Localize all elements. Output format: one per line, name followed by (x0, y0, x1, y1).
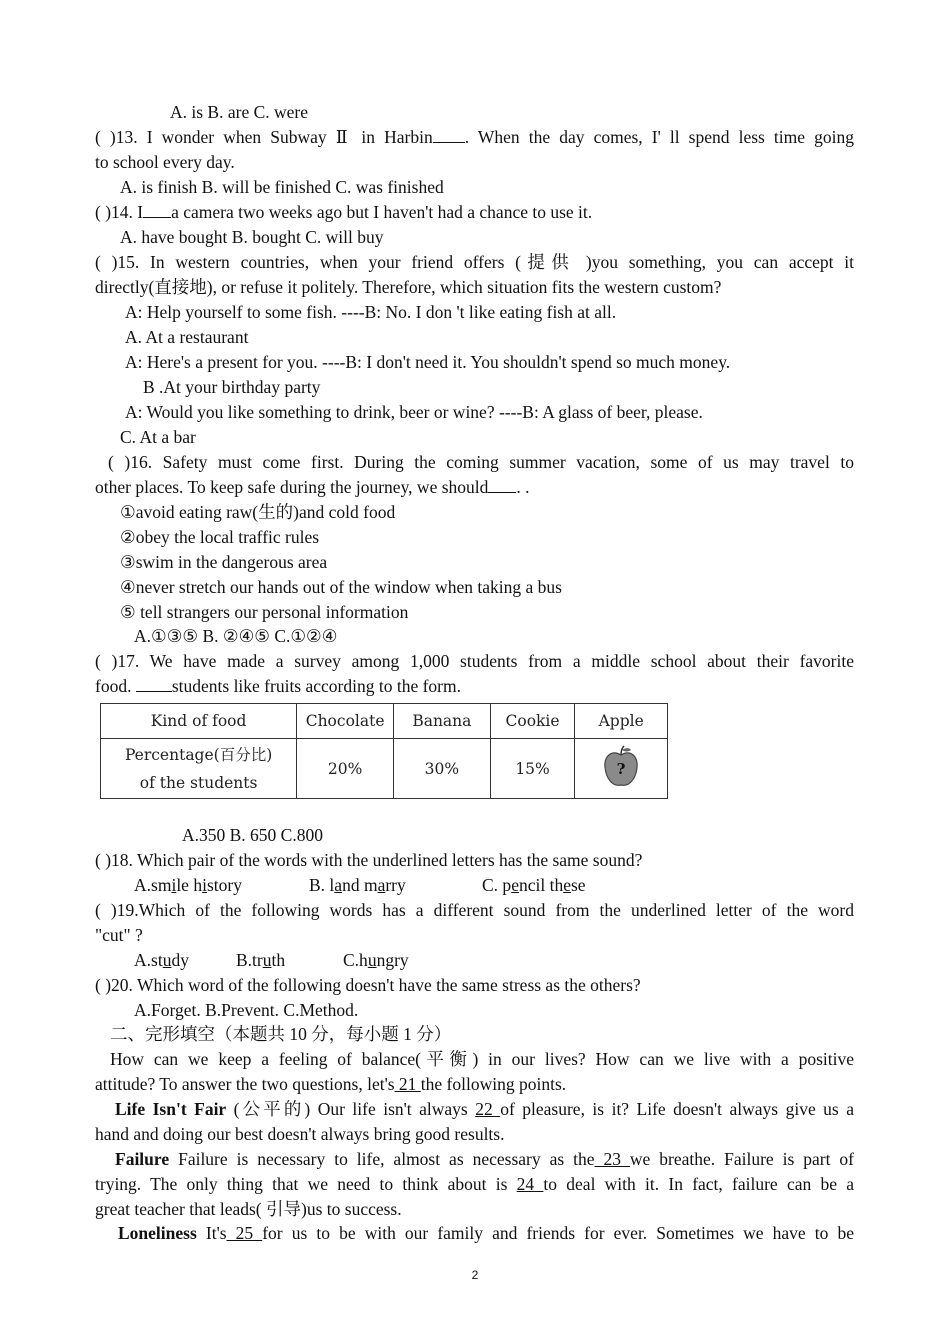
q15-dialog-b: A: Here's a present for you. ----B: I don't need it. You shouldn't spend so much money. (125, 352, 731, 372)
q16-line2: other places. To keep safe during the journey, we should . . (95, 477, 530, 497)
heading-loneliness: Loneliness (118, 1223, 197, 1243)
table-cell: 30% (394, 739, 491, 799)
q12-options: A. is B. are C. were (170, 102, 309, 122)
passage-p3-line1: Failure Failure is necessary to life, almost as necessary as the 23 we breathe. Failure is part of (115, 1149, 854, 1169)
q18-line1: ( )18. Which pair of the words with the underlined letters has the same sound? (95, 850, 643, 870)
answer-blank (433, 128, 465, 143)
table-cell: 15% (490, 739, 575, 799)
q17-line1: ( )17. We have made a survey among 1,000 students from a middle school about their favorite (95, 651, 854, 671)
passage-p3-line3: great teacher that leads( 引导)us to success. (95, 1199, 402, 1219)
answer-blank (488, 478, 516, 493)
q15-dialog-c: A: Would you like something to drink, beer or wine? ----B: A glass of beer, please. (125, 402, 703, 422)
q16-item-1: ①avoid eating raw(生的)and cold food (120, 502, 396, 522)
q18-option-c: C. pencil these (482, 875, 586, 895)
q15-option-a: A. At a restaurant (125, 327, 249, 347)
q16-item-5: ⑤ tell strangers our personal information (120, 602, 409, 622)
q19-line1: ( )19.Which of the following words has a different sound from the underlined letter of the word (95, 900, 854, 920)
food-survey-table (100, 703, 668, 799)
q16-item-4: ④never stretch our hands out of the window when taking a bus (120, 577, 562, 597)
q19-option-a: A.study (134, 950, 189, 970)
q19-option-b: B.truth (236, 950, 286, 970)
passage-p3-line2: trying. The only thing that we need to think about is 24 to deal with it. In fact, failure can be a (95, 1174, 854, 1194)
q16-options: A.①③⑤ B. ②④⑤ C.①②④ (134, 626, 338, 646)
table-header: Apple (575, 704, 668, 739)
q15-line2: directly(直接地), or refuse it politely. Therefore, which situation fits the western custom? (95, 277, 722, 297)
row-label-line: of the students (139, 773, 258, 792)
q16-item-3: ③swim in the dangerous area (120, 552, 328, 572)
q17-options: A.350 B. 650 C.800 (182, 825, 323, 845)
q13-options: A. is finish B. will be finished C. was finished (120, 177, 444, 197)
passage-p2-line2: hand and doing our best doesn't always bring good results. (95, 1124, 505, 1144)
q13-line1: ( )13. I wonder when Subway Ⅱ in Harbin . When the day comes, I' ll spend less time going (95, 127, 854, 147)
q20-options: A.Forget. B.Prevent. C.Method. (134, 1000, 359, 1020)
table-cell: 20% (297, 739, 394, 799)
table-header: Cookie (490, 704, 575, 739)
q19-line2: "cut" ? (95, 925, 143, 945)
blank-24: 24 (516, 1174, 544, 1194)
section-title: 二、完形填空（本题共 10 分，每小题 1 分） (110, 1024, 452, 1044)
table-cell-apple (575, 739, 668, 799)
apple-question-mark: ? (616, 759, 626, 778)
passage-p2-line1: Life Isn't Fair (公平的) Our life isn't always 22 of pleasure, is it? Life doesn't always give us a (115, 1099, 854, 1119)
answer-blank (136, 677, 172, 692)
page-number: 2 (471, 1268, 479, 1282)
blank-23: 23 (594, 1149, 630, 1169)
blank-21: 21 (394, 1074, 421, 1094)
q15-option-b: B .At your birthday party (143, 377, 321, 397)
passage-p1-line2: attitude? To answer the two questions, let's 21 the following points. (95, 1074, 567, 1094)
blank-22: 22 (475, 1099, 501, 1119)
q20-line1: ( )20. Which word of the following doesn't have the same stress as the others? (95, 975, 641, 995)
table-header: Kind of food (101, 704, 297, 739)
q15-dialog-a: A: Help yourself to some fish. ----B: No. I don 't like eating fish at all. (125, 302, 617, 322)
q14-options: A. have bought B. bought C. will buy (120, 227, 384, 247)
blank-25: 25 (226, 1223, 263, 1243)
q16-line1: ( )16. Safety must come first. During the coming summer vacation, some of us may travel to (108, 452, 854, 472)
row-label-line: Percentage(百分比) (124, 745, 273, 764)
q15-option-c: C. At a bar (120, 427, 196, 447)
apple-icon (601, 745, 641, 789)
q15-line1: ( )15. In western countries, when your friend offers (提供 )you something, you can accept it (95, 252, 854, 272)
q13-line2: to school every day. (95, 152, 235, 172)
heading-life-isnt-fair: Life Isn't Fair (115, 1099, 227, 1119)
q18-option-a: A.smile history (134, 875, 242, 895)
table-header: Banana (394, 704, 491, 739)
q16-item-2: ②obey the local traffic rules (120, 527, 320, 547)
q14-line1: ( )14. I a camera two weeks ago but I haven't had a chance to use it. (95, 202, 593, 222)
heading-failure: Failure (115, 1149, 170, 1169)
answer-blank (143, 203, 171, 218)
q19-option-c: C.hungry (343, 950, 409, 970)
q18-option-b: B. land marry (309, 875, 406, 895)
passage-p1-line1: How can we keep a feeling of balance(平衡) in our lives? How can we live with a positive (110, 1049, 854, 1069)
q17-line2: food. students like fruits according to the form. (95, 676, 461, 696)
table-header: Chocolate (297, 704, 394, 739)
table-row-label (101, 739, 297, 799)
passage-p4-line1: Loneliness It's 25 for us to be with our family and friends for ever. Sometimes we have to be (118, 1223, 855, 1243)
